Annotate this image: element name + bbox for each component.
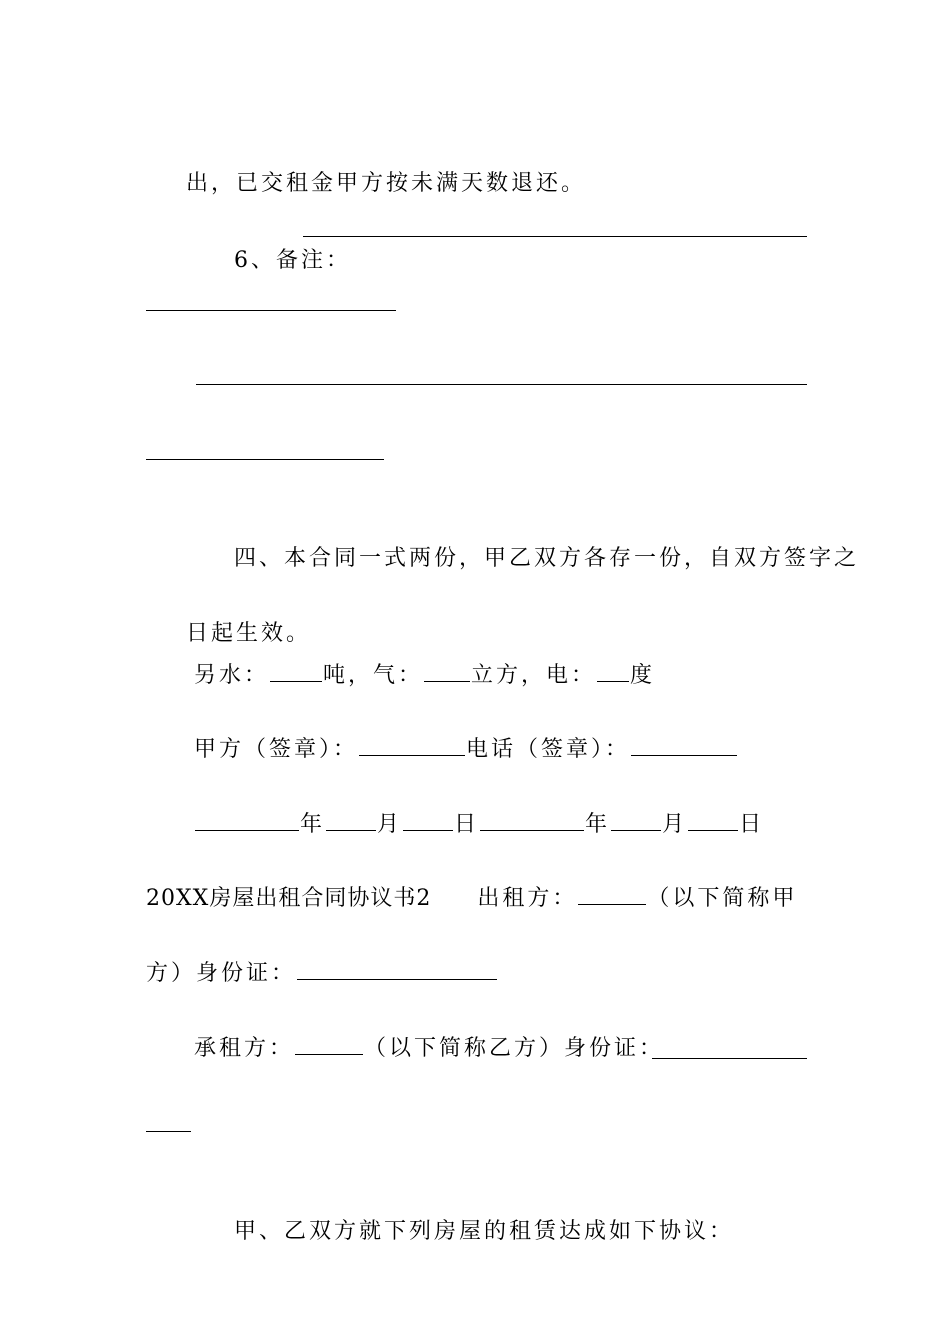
gas-blank bbox=[424, 657, 470, 682]
text-refund: 出，已交租金甲方按未满天数退还。 bbox=[185, 171, 586, 196]
remarks-blank-line-3 bbox=[196, 384, 807, 385]
electric-blank bbox=[597, 657, 629, 682]
phone-sign-blank bbox=[631, 731, 737, 756]
text-degree: 度 bbox=[630, 663, 656, 688]
paragraph-signatures bbox=[194, 731, 810, 765]
text-month-2: 月 bbox=[662, 812, 688, 837]
text-lessor-abbrev: （以下简称甲 bbox=[647, 886, 798, 911]
text-agreement: 甲、乙双方就下列房屋的租赁达成如下协议： bbox=[233, 1219, 734, 1244]
text-gas-label: 吨，气： bbox=[323, 663, 424, 688]
date-month-blank-1 bbox=[326, 806, 376, 831]
text-day-2: 日 bbox=[739, 812, 765, 837]
paragraph-remarks bbox=[194, 210, 810, 273]
date-day-blank-1 bbox=[403, 806, 453, 831]
date-month-blank-2 bbox=[611, 806, 661, 831]
remarks-blank-line-1 bbox=[303, 236, 807, 237]
text-party-a-sign: 甲方（签章）： bbox=[194, 737, 359, 762]
date-year-blank-2 bbox=[480, 806, 584, 831]
lessee-id-blank-line-1 bbox=[652, 1058, 807, 1059]
text-electric-label: 立方，电： bbox=[471, 663, 597, 688]
paragraph-agreement bbox=[194, 1181, 810, 1244]
text-phone-sign: 电话（签章）： bbox=[466, 737, 631, 762]
paragraph-copies-cont bbox=[146, 583, 810, 646]
water-blank bbox=[270, 657, 322, 682]
text-day-1: 日 bbox=[454, 812, 480, 837]
text-lessor-label: 出租方： bbox=[477, 886, 578, 911]
remarks-blank-line-2 bbox=[146, 310, 396, 311]
paragraph-refund-end bbox=[146, 133, 810, 196]
date-year-blank-1 bbox=[195, 806, 299, 831]
text-copies: 四、本合同一式两份，甲乙双方各存一份，自双方签字之 bbox=[233, 546, 859, 571]
remarks-blank-line-4 bbox=[146, 459, 384, 460]
lessor-blank bbox=[578, 880, 646, 905]
party-a-sign-blank bbox=[359, 731, 465, 756]
paragraph-contract-2-header bbox=[146, 880, 810, 914]
lessor-id-blank bbox=[297, 955, 497, 980]
text-remarks-label: 6、备注： bbox=[233, 248, 351, 273]
text-lessee-id-label: （以下简称乙方）身份证： bbox=[364, 1036, 665, 1061]
text-month-1: 月 bbox=[377, 812, 403, 837]
paragraph-utilities bbox=[194, 657, 810, 691]
lessee-blank bbox=[295, 1030, 363, 1055]
paragraph-copies bbox=[194, 508, 859, 571]
lessee-id-blank-line-2 bbox=[146, 1131, 191, 1132]
text-year-1: 年 bbox=[300, 812, 326, 837]
text-year-2: 年 bbox=[585, 812, 611, 837]
paragraph-dates bbox=[194, 806, 810, 840]
paragraph-lessor-id bbox=[146, 955, 810, 989]
contract-2-title: 20XX房屋出租合同协议书2 bbox=[146, 886, 432, 911]
date-day-blank-2 bbox=[688, 806, 738, 831]
text-water-label: 另水： bbox=[194, 663, 270, 688]
text-copies-cont: 日起生效。 bbox=[185, 621, 311, 646]
text-lessee-label: 承租方： bbox=[194, 1036, 295, 1061]
text-lessor-id-label: 方）身份证： bbox=[146, 961, 297, 986]
